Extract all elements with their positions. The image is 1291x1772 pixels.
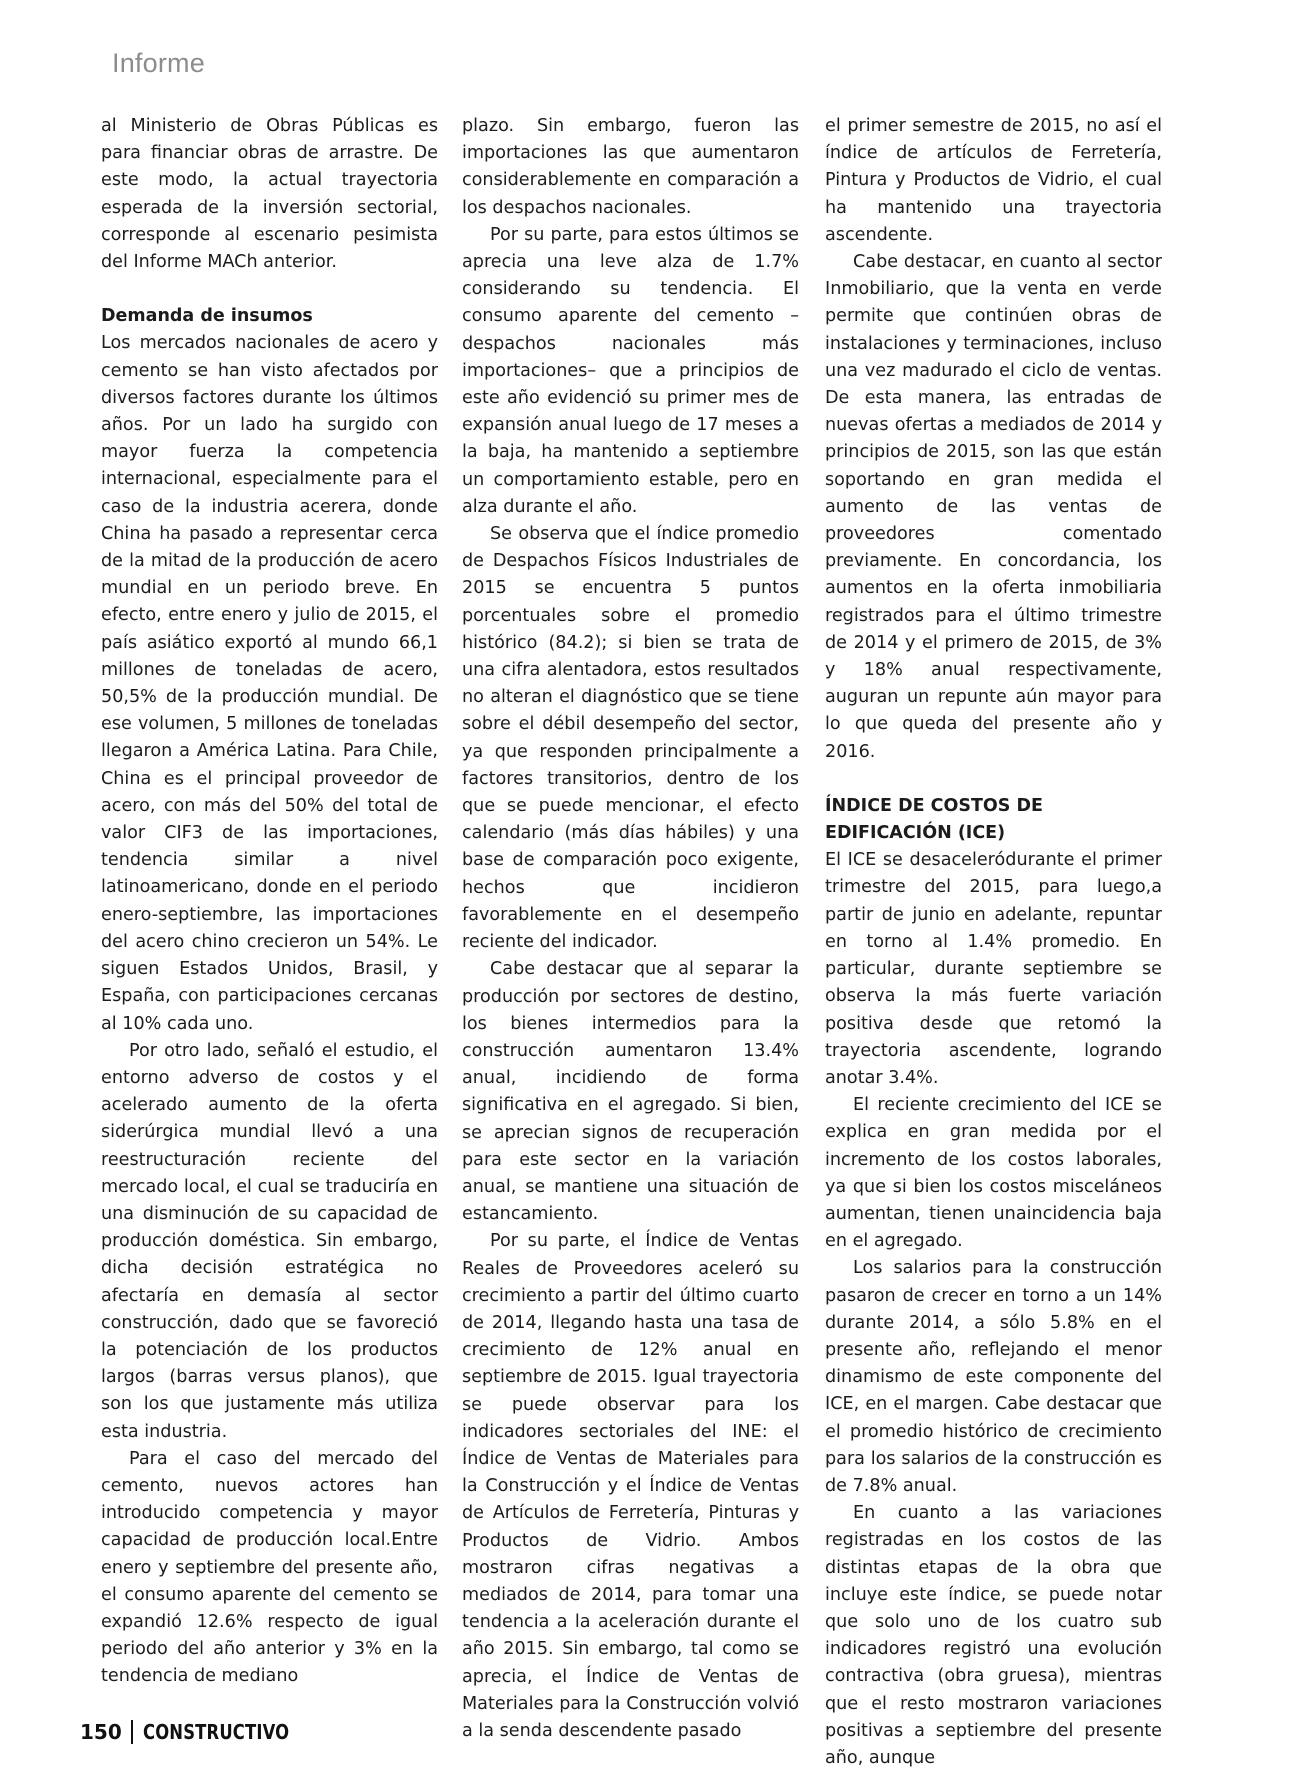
paragraph: Por su parte, el Índice de Ventas Reales de Proveedores aceleró su crecimiento a partir del último cuarto de 2014, llegando hasta una tasa de crecimiento de 12% anual en septiembre de 2015. Igual trayectoria se puede observar para los indicadores sectoriales del INE: el Índice de Ventas de Materiales para la Construcción y el Índice de Ventas de Artículos de Ferretería, Pinturas y Productos de Vidrio. Ambos mostraron cifras negativas a mediados de 2014, para tomar una tendencia a la aceleración durante el año 2015. Sin embargo, tal como se aprecia, el Índice de Ventas de Materiales para la Construcción volvió a la senda descendente pasado xyxy=(462,1231,799,1741)
magazine-name: CONSTRUCTIVO xyxy=(142,1720,290,1744)
article-column-3 xyxy=(825,113,1162,1772)
section-heading-ice xyxy=(825,793,1162,847)
article-column-2 xyxy=(462,113,799,1745)
section-heading-ice-line2: EDIFICACIÓN (ICE) xyxy=(825,823,1006,844)
paragraph: Se observa que el índice promedio de Despachos Físicos Industriales de 2015 se encuentra 5 puntos porcentuales sobre el promedio histórico (84.2); si bien se trata de una cifra alentadora, estos resultados no alteran el diagnóstico que se tiene sobre el débil desempeño del sector, ya que responden principalmente a factores transitorios, dentro de los que se puede mencionar, el efecto calendario (más días hábiles) y una base de comparación poco exigente, hechos que incidieron favorablemente en el desempeño reciente del indicador. xyxy=(462,524,799,953)
paragraph: Cabe destacar que al separar la producción por sectores de destino, los bienes intermedios para la construcción aumentaron 13.4% anual, incidiendo de forma significativa en el agregado. Si bien, se aprecian signos de recuperación para este sector en la variación anual, se mantiene una situación de estancamiento. xyxy=(462,959,799,1225)
footer-divider xyxy=(131,1720,133,1744)
article-column-1 xyxy=(101,113,438,1691)
paragraph: El reciente crecimiento del ICE se explica en gran medida por el incremento de los costos laborales, ya que si bien los costos misceláneos aumentan, tienen unaincidencia baja en el agregado. xyxy=(825,1095,1162,1252)
paragraph: Por otro lado, señaló el estudio, el entorno adverso de costos y el acelerado aumento de la oferta siderúrgica mundial llevó a una reestructuración reciente del mercado local, el cual se traduciría en una disminución de su capacidad de producción doméstica. Sin embargo, dicha decisión estratégica no afectaría en demasía al sector construcción, dado que se favoreció la potenciación de los productos largos (barras versus planos), que son los que justamente más utiliza esta industria. xyxy=(101,1040,438,1442)
paragraph: Por su parte, para estos últimos se aprecia una leve alza de 1.7% considerando su tendencia. El consumo aparente del cemento –despachos nacionales más importaciones– que a principios de este año evidenció su primer mes de expansión anual luego de 17 meses a la baja, ha mantenido a septiembre un comportamiento estable, pero en alza durante el año. xyxy=(462,224,799,517)
paragraph: Los mercados nacionales de acero y cemento se han visto afectados por diversos factores durante los últimos años. Por un lado ha surgido con mayor fuerza la competencia internacional, especialmente para el caso de la industria acerera, donde China ha pasado a representar cerca de la mitad de la producción de acero mundial en un periodo breve. En efecto, entre enero y julio de 2015, el país asiático exportó al mundo 66,1 millones de toneladas de acero, 50,5% de la producción mundial. De ese volumen, 5 millones de toneladas llegaron a América Latina. Para Chile, China es el principal proveedor de acero, con más del 50% del total de valor CIF3 de las importaciones, tendencia similar a nivel latinoamericano, donde en el periodo enero-septiembre, las importaciones del acero chino crecieron un 54%. Le siguen Estados Unidos, Brasil, y España, con participaciones cercanas al 10% cada uno. xyxy=(101,333,438,1034)
paragraph: plazo. Sin embargo, fueron las importaciones las que aumentaron considerablemente en comparación a los despachos nacionales. xyxy=(462,116,799,218)
section-label: Informe xyxy=(112,48,205,78)
paragraph: el primer semestre de 2015, no así el índice de artículos de Ferretería, Pintura y Productos de Vidrio, el cual ha mantenido una trayectoria ascendente. xyxy=(825,116,1162,245)
paragraph: al Ministerio de Obras Públicas es para financiar obras de arrastre. De este modo, la actual trayectoria esperada de la inversión sectorial, corresponde al escenario pesimista del Informe MACh anterior. xyxy=(101,116,438,273)
section-heading-demanda-insumos: Demanda de insumos xyxy=(101,306,313,327)
paragraph: El ICE se desaceleródurante el primer trimestre del 2015, para luego,a partir de junio en adelante, repuntar en torno al 1.4% promedio. En particular, durante septiembre se observa la más fuerte variación positiva desde que retomó la trayectoria ascendente, logrando anotar 3.4%. xyxy=(825,850,1162,1088)
paragraph: Cabe destacar, en cuanto al sector Inmobiliario, que la venta en verde permite que continúen obras de instalaciones y terminaciones, incluso una vez madurado el ciclo de ventas. De esta manera, las entradas de nuevas ofertas a mediados de 2014 y principios de 2015, son las que están soportando en gran medida el aumento de las ventas de proveedores comentado previamente. En concordancia, los aumentos en la oferta inmobiliaria registrados para el último trimestre de 2014 y el primero de 2015, de 3% y 18% anual respectivamente, auguran un repunte aún mayor para lo que queda del presente año y 2016. xyxy=(825,252,1162,762)
paragraph: En cuanto a las variaciones registradas en los costos de las distintas etapas de la obra que incluye este índice, se puede notar que solo uno de los cuatro sub indicadores registró una evolución contractiva (obra gruesa), mientras que el resto mostraron variaciones positivas a septiembre del presente año, aunque xyxy=(825,1503,1162,1768)
page-footer xyxy=(80,1717,321,1747)
paragraph: Los salarios para la construcción pasaron de crecer en torno a un 14% durante 2014, a sólo 5.8% en el presente año, reflejando el menor dinamismo de este componente del ICE, en el margen. Cabe destacar que el promedio histórico de crecimiento para los salarios de la construcción es de 7.8% anual. xyxy=(825,1258,1162,1496)
page-number: 150 xyxy=(80,1720,122,1744)
section-heading-ice-line1: ÍNDICE DE COSTOS DE xyxy=(825,795,1043,816)
paragraph: Para el caso del mercado del cemento, nuevos actores han introducido competencia y mayor capacidad de producción local.Entre enero y septiembre del presente año, el consumo aparente del cemento se expandió 12.6% respecto de igual periodo del año anterior y 3% en la tendencia de mediano xyxy=(101,1448,438,1687)
